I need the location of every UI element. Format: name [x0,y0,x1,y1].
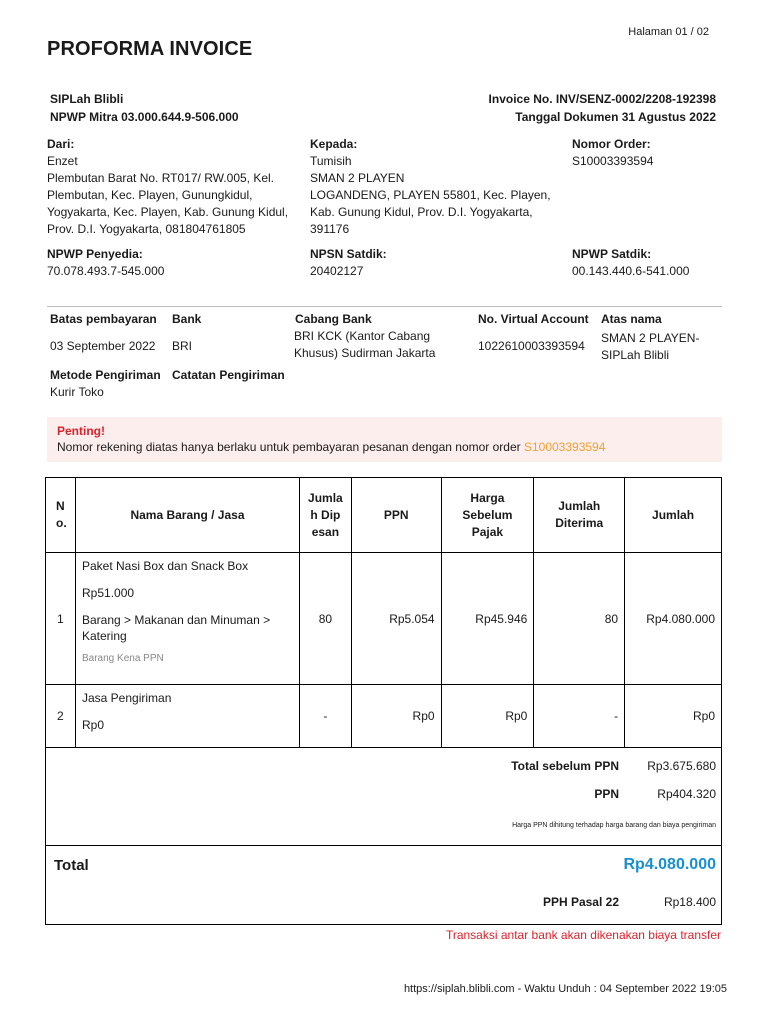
notice-title: Penting! [57,424,105,438]
npwp-provider-value: 70.078.493.7-545.000 [47,264,165,278]
total-label: Total [54,857,89,874]
npwp-provider-label: NPWP Penyedia: [47,247,143,261]
header-item-name: Nama Barang / Jasa [76,478,300,553]
row-pre-tax: Rp45.946 [441,553,534,685]
sender-name: Enzet [47,154,78,168]
payment-header-va: No. Virtual Account [478,312,589,326]
shipping-method: Kurir Toko [50,385,104,399]
row-ppn: Rp5.054 [351,553,441,685]
header-qty-ordered: Jumlah Dipesan [299,478,351,553]
payment-header-bank: Bank [172,312,202,326]
item-price: Rp0 [82,718,105,732]
header-ppn: PPN [351,478,441,553]
row-ppn: Rp0 [351,685,441,748]
row-total: Rp0 [625,685,722,748]
table-row [46,553,722,685]
important-notice [47,417,722,462]
npwp-school-value: 00.143.440.6-541.000 [572,264,690,278]
document-title: PROFORMA INVOICE [47,38,253,60]
payment-virtual-account: 1022610003393594 [478,339,585,353]
row-no: 2 [46,685,76,748]
page-number: Halaman 01 / 02 [628,26,709,38]
shipping-note-label: Catatan Pengiriman [172,368,285,382]
seller-info [50,90,239,126]
sender-address-line: Prov. D.I. Yogyakarta, 081804761805 [47,222,246,236]
npsn-label: NPSN Satdik: [310,247,387,261]
shipping-method-label: Metode Pengiriman [50,368,161,382]
table-row [46,685,722,748]
header-qty-received: Jumlah Diterima [534,478,625,553]
transfer-fee-note: Transaksi antar bank akan dikenakan biaya transfer [445,928,721,942]
pph-value: Rp18.400 [663,895,716,909]
order-block [572,136,742,170]
item-tax-note: Barang Kena PPN [82,653,164,664]
row-item-cell [76,685,300,748]
row-received: 80 [534,553,625,685]
payment-bank: BRI [172,339,193,353]
items-table [45,477,722,748]
npsn-block [310,246,387,280]
payment-divider [47,306,722,307]
payment-header-branch: Cabang Bank [295,312,372,326]
header-pre-tax: Harga Sebelum Pajak [441,478,534,553]
row-received: - [534,685,625,748]
summary-box [45,747,722,925]
recipient-name: Tumisih [310,154,352,168]
item-category: Barang > Makanan dan Minuman > Katering [82,613,271,643]
payment-account-holder: SMAN 2 PLAYEN-SIPLah Blibli [601,331,700,362]
recipient-label: Kepada: [310,137,358,151]
seller-name: SIPLah Blibli [50,92,124,106]
invoice-meta [489,90,716,126]
recipient-school: SMAN 2 PLAYEN [310,171,405,185]
invoice-number: Invoice No. INV/SENZ-0002/2208-192398 [488,92,716,106]
recipient-address-line: 391176 [310,222,350,236]
ppn-value: Rp404.320 [657,787,716,801]
sender-label: Dari: [47,137,75,151]
row-no: 1 [46,553,76,685]
ppn-label: PPN [594,787,619,801]
sender-address-line: Plembutan Barat No. RT017/ RW.005, Kel. [47,171,275,185]
notice-order-number: S10003393594 [523,440,606,454]
download-footer: https://siplah.blibli.com - Waktu Unduh : 04 September 2022 19:05 [403,983,727,995]
row-pre-tax: Rp0 [441,685,534,748]
row-item-cell [76,553,300,685]
notice-text: Nomor rekening diatas hanya berlaku untuk pembayaran pesanan dengan nomor order [57,440,521,454]
payment-header-deadline: Batas pembayaran [50,312,157,326]
npwp-provider-block [47,246,164,280]
recipient-block [310,136,560,238]
npwp-school-block [572,246,689,280]
order-label: Nomor Order: [572,137,651,151]
payment-branch: BRI KCK (Kantor Cabang Khusus) Sudirman Jakarta [294,329,436,360]
ppn-note: Harga PPN dihitung terhadap harga barang dan biaya pengiriman [512,822,716,829]
subtotal-value: Rp3.675.680 [647,759,716,773]
item-name: Paket Nasi Box dan Snack Box [82,559,249,573]
npwp-school-label: NPWP Satdik: [572,247,652,261]
order-number: S10003393594 [572,154,654,168]
row-total: Rp4.080.000 [625,553,722,685]
header-no: No. [46,478,76,553]
item-price: Rp51.000 [82,586,135,600]
payment-header-holder: Atas nama [601,312,662,326]
payment-deadline: 03 September 2022 [50,339,156,353]
item-name: Jasa Pengiriman [82,691,172,705]
recipient-address-line: Kab. Gunung Kidul, Prov. D.I. Yogyakarta, [310,205,533,219]
table-header-row [46,478,722,553]
sender-block [47,136,297,238]
notice-text-line [57,439,712,455]
seller-npwp: NPWP Mitra 03.000.644.9-506.000 [50,110,239,124]
total-value: Rp4.080.000 [623,856,716,873]
pph-label: PPH Pasal 22 [542,895,619,909]
header-amount: Jumlah [625,478,722,553]
total-divider [45,845,722,846]
row-qty: 80 [299,553,351,685]
invoice-date: Tanggal Dokumen 31 Agustus 2022 [515,110,716,124]
recipient-address-line: LOGANDENG, PLAYEN 55801, Kec. Playen, [310,188,551,202]
npsn-value: 20402127 [310,264,364,278]
sender-address-line: Yogyakarta, Kec. Playen, Kab. Gunung Kidul, [47,205,289,219]
subtotal-label: Total sebelum PPN [511,759,619,773]
sender-address-line: Plembutan, Kec. Playen, Gunungkidul, [47,188,253,202]
row-qty: - [299,685,351,748]
